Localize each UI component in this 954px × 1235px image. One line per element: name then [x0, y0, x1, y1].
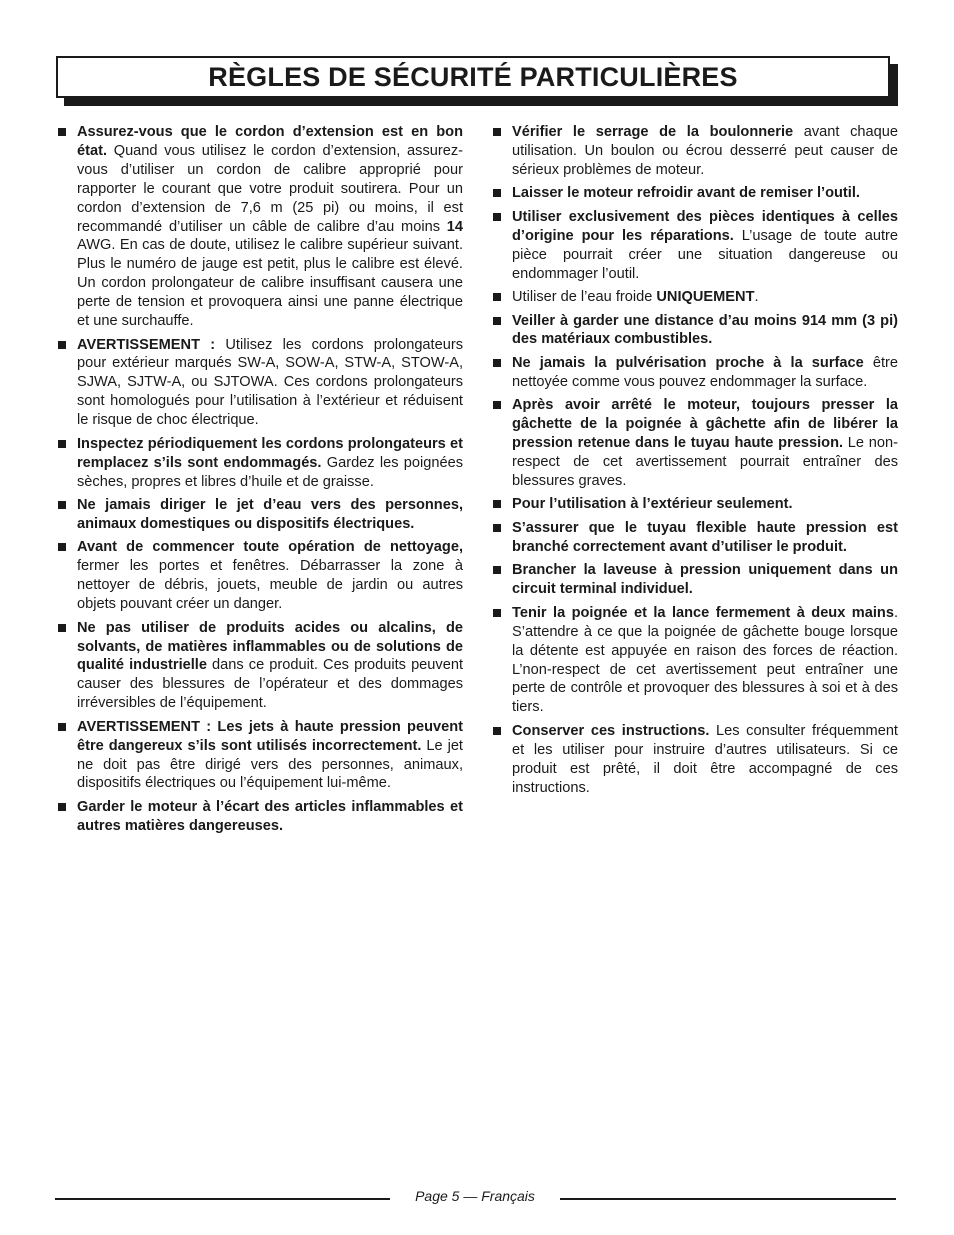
- rule-text: Gardez les poignées sèches, propres et libres d’huile et de graisse.: [77, 454, 463, 490]
- square-bullet-icon: [492, 123, 512, 180]
- square-bullet-icon: [57, 123, 77, 331]
- safety-rule: [57, 619, 463, 714]
- square-bullet-icon: [57, 336, 77, 431]
- rule-emphasis: Ne pas utiliser de produits acides ou alcalins, de solvants, de matières inflammables ou de solutions de qualité industrielle: [77, 619, 463, 674]
- rule-emphasis: Conserver ces instructions.: [512, 722, 710, 739]
- safety-rule: [57, 538, 463, 614]
- rule-emphasis: Avant de commencer toute opération de nettoyage,: [77, 539, 463, 556]
- rule-emphasis: Ne jamais diriger le jet d’eau vers des personnes, animaux domestiques ou dispositifs électriques.: [77, 497, 463, 532]
- safety-rule: [492, 495, 898, 514]
- square-bullet-icon: [492, 288, 512, 307]
- right-column: [492, 123, 898, 802]
- square-bullet-icon: [57, 435, 77, 492]
- square-bullet-icon: [492, 604, 512, 717]
- rule-text: Le non-respect de cet avertissement pourrait entraîner des blessures graves.: [512, 435, 899, 489]
- square-bullet-icon: [57, 619, 77, 714]
- safety-rule: [492, 561, 898, 599]
- footer-rule-left: [55, 1198, 390, 1200]
- safety-rule: [492, 288, 898, 307]
- rule-emphasis: Ne jamais la pulvérisation proche à la surface: [512, 354, 864, 371]
- footer-rule-right: [560, 1198, 896, 1200]
- rule-emphasis: Brancher la laveuse à pression uniquement dans un circuit terminal individuel.: [512, 562, 898, 598]
- rule-text: AWG. En cas de doute, utilisez le calibre supérieur suivant. Plus le numéro de jauge est petit, plus le calibre est élevé. Un cordon prolongateur de calibre insuffisant causera une perte de tension et provoquera ainsi une panne électrique et une surchauffe.: [77, 237, 463, 330]
- rule-text: dans ce produit. Ces produits peuvent causer des blessures de l’opérateur et des dommages irréversibles de l’équipement.: [77, 657, 463, 712]
- safety-rule: [492, 208, 898, 284]
- rule-emphasis: Tenir la poignée et la lance fermement à deux mains: [512, 604, 894, 621]
- rule-text: Utiliser de l’eau froide: [512, 289, 657, 306]
- rule-emphasis: Vérifier le serrage de la boulonnerie: [512, 124, 794, 140]
- title-banner: [56, 56, 890, 98]
- rule-emphasis: Utiliser exclusivement des pièces identiques à celles d’origine pour les réparations.: [512, 208, 898, 244]
- rule-emphasis: AVERTISSEMENT : Les jets à haute pression peuvent être dangereux s’ils sont utilisés incorrectement.: [77, 718, 463, 754]
- rule-emphasis: Pour l’utilisation à l’extérieur seulement.: [512, 496, 793, 513]
- rule-emphasis: AVERTISSEMENT :: [77, 336, 216, 353]
- rule-text: être nettoyée comme vous pouvez endommager la surface.: [512, 354, 898, 390]
- safety-rule: [57, 435, 463, 492]
- rule-emphasis: Veiller à garder une distance d’au moins 914 mm (3 pi) des matériaux combustibles.: [512, 312, 898, 348]
- safety-rule: [492, 519, 898, 557]
- square-bullet-icon: [492, 354, 512, 392]
- rule-emphasis: Garder le moteur à l’écart des articles inflammables et autres matières dangereuses.: [77, 798, 463, 834]
- left-column: [57, 123, 463, 840]
- safety-rule: [57, 336, 463, 431]
- safety-rule: [492, 123, 898, 180]
- rule-text: Utilisez les cordons prolongateurs pour extérieur marqués SW-A, SOW-A, STW-A, STOW-A, SJWA, SJTW-A, ou SJTOWA. Ces cordons prolongateurs sont homologués pour l’utilisation à l’extérieur et réduisent le risque de choc électrique.: [77, 336, 463, 429]
- square-bullet-icon: [492, 561, 512, 599]
- rule-text: Le jet ne doit pas être dirigé vers des personnes, animaux, dispositifs électriques ou l’équipement lui-même.: [77, 737, 463, 792]
- safety-rule: [57, 798, 463, 836]
- square-bullet-icon: [492, 184, 512, 203]
- page-footer: [55, 1187, 896, 1207]
- rule-text: .: [754, 289, 759, 306]
- square-bullet-icon: [492, 519, 512, 557]
- square-bullet-icon: [57, 496, 77, 534]
- page-number: Page 5 — Français: [415, 1188, 535, 1204]
- square-bullet-icon: [492, 396, 512, 491]
- rule-emphasis: UNIQUEMENT: [656, 289, 755, 306]
- rule-emphasis: S’assurer que le tuyau flexible haute pression est branché correctement avant d’utiliser le produit.: [512, 519, 898, 555]
- square-bullet-icon: [492, 208, 512, 284]
- rule-emphasis: Après avoir arrêté le moteur, toujours presser la gâchette de la poignée à gâchette afin de libérer la pression retenue dans le tuyau haute pression.: [512, 397, 898, 452]
- rule-text: Les consulter fréquemment et les utiliser pour instruire d’autres utilisateurs. Si ce produit est prêté, il doit être accompagné de ces instructions.: [512, 722, 898, 796]
- rule-emphasis: 14: [446, 218, 463, 235]
- rule-text: avant chaque utilisation. Un boulon ou écrou desserré peut causer de sérieux problèmes de moteur.: [512, 124, 898, 178]
- page-title: RÈGLES DE SÉCURITÉ PARTICULIÈRES: [208, 61, 738, 92]
- rule-emphasis: Laisser le moteur refroidir avant de remiser l’outil.: [512, 185, 860, 202]
- safety-rule: [57, 718, 463, 794]
- square-bullet-icon: [492, 495, 512, 514]
- safety-rule: [492, 354, 898, 392]
- safety-rule: [492, 722, 898, 798]
- rule-emphasis: Assurez-vous que le cordon d’extension est en bon état.: [77, 124, 463, 159]
- square-bullet-icon: [57, 538, 77, 614]
- square-bullet-icon: [57, 798, 77, 836]
- safety-rule: [57, 123, 463, 331]
- rule-text: L’usage de toute autre pièce pourrait créer une situation dangereuse ou endommager l’outil.: [512, 227, 898, 282]
- square-bullet-icon: [492, 312, 512, 350]
- safety-rule: [492, 184, 898, 203]
- safety-rule: [492, 312, 898, 350]
- rule-text: . S’attendre à ce que la poignée de gâchette bouge lorsque la détente est appuyée en raison des forces de réaction. L’non-respect de cet avertissement peut entraîner une perte de contrôle et provoquer des blessures à soi et à des tiers.: [512, 604, 898, 716]
- rule-emphasis: Inspectez périodiquement les cordons prolongateurs et remplacez s’ils sont endommagés.: [77, 435, 463, 471]
- square-bullet-icon: [492, 722, 512, 798]
- rule-text: fermer les portes et fenêtres. Débarrasser la zone à nettoyer de débris, jouets, meuble de jardin ou autres objets pouvant créer un danger.: [77, 558, 463, 613]
- rule-text: Quand vous utilisez le cordon d’extension, assurez-vous d’utiliser un cordon de calibre approprié pour rapporter le courant que votre produit soutirera. Pour un cordon d’extension de 7,6 m (25 pi) ou moins, il est recommandé d’utiliser un câble de calibre d’au moins: [77, 142, 463, 235]
- safety-rule: [492, 604, 898, 717]
- safety-rule: [492, 396, 898, 491]
- square-bullet-icon: [57, 718, 77, 794]
- safety-rule: [57, 496, 463, 534]
- title-box: [56, 56, 890, 98]
